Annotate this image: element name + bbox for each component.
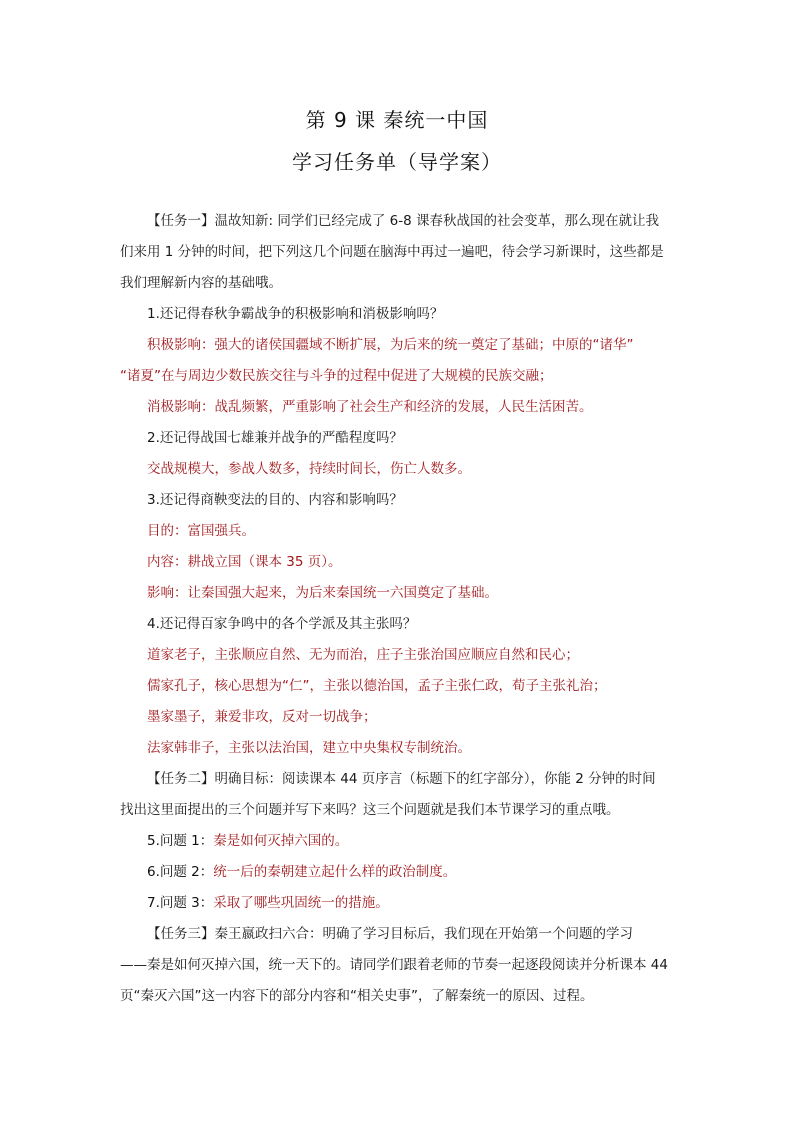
task2-line2: 找出这里面提出的三个问题并写下来吗？这三个问题就是我们本节课学习的重点哦。 bbox=[120, 802, 620, 818]
q3-content-post: 页）。 bbox=[303, 554, 342, 570]
question-answer: 统一后的秦朝建立起什么样的政治制度。 bbox=[213, 864, 457, 880]
question-label: 5.问题 1： bbox=[147, 833, 214, 849]
lesson-title: 第 9 课 秦统一中国 bbox=[305, 108, 489, 132]
q1-positive-line1: 积极影响：强大的诸侯国疆域不断扩展，为后来的统一奠定了基础；中原的“诸华” bbox=[147, 337, 634, 353]
question-label: 7.问题 3： bbox=[147, 895, 214, 911]
task3-line2: ——秦是如何灭掉六国，统一天下的。请同学们跟着老师的节奏一起逐段阅读并分析课本 44 bbox=[120, 957, 668, 973]
question-answer: 秦是如何灭掉六国的。 bbox=[213, 833, 349, 849]
q3-content-pre: 内容：耕战立国（课本 bbox=[147, 554, 287, 570]
worksheet-subtitle: 学习任务单（导学案） bbox=[292, 150, 502, 174]
question-item bbox=[120, 857, 680, 888]
q1-question: 1.还记得春秋争霸战争的积极影响和消极影响吗？ bbox=[147, 306, 444, 322]
q2-question: 2.还记得战国七雄兼并战争的严酷程度吗？ bbox=[147, 430, 403, 446]
q3-question: 3.还记得商鞅变法的目的、内容和影响吗？ bbox=[147, 492, 403, 508]
question-answer: 采取了哪些巩固统一的措施。 bbox=[213, 895, 389, 911]
q4-confucianism: 儒家孔子，核心思想为“仁”，主张以德治国，孟子主张仁政，荀子主张礼治； bbox=[147, 678, 607, 694]
q1-negative: 消极影响：战乱频繁，严重影响了社会生产和经济的发展，人民生活困苦。 bbox=[147, 399, 593, 415]
q3-content bbox=[120, 547, 680, 578]
q4-question: 4.还记得百家争鸣中的各个学派及其主张吗？ bbox=[147, 616, 417, 632]
q3-goal: 目的：富国强兵。 bbox=[147, 523, 255, 539]
q1-positive-line2: “诸夏”在与周边少数民族交往与斗争的过程中促进了大规模的民族交融； bbox=[120, 368, 553, 384]
task1-line2: 们来用 1 分钟的时间，把下列这几个问题在脑海中再过一遍吧，待会学习新课时，这些都是 bbox=[120, 244, 664, 260]
task1-tag: 【任务一】 bbox=[147, 213, 215, 229]
document-body bbox=[120, 206, 680, 1012]
task3-text1: 秦王嬴政扫六合：明确了学习目标后，我们现在开始第一个问题的学习 bbox=[214, 926, 633, 942]
question-item bbox=[120, 888, 680, 919]
q4-daoism: 道家老子，主张顺应自然、无为而治，庄子主张治国应顺应自然和民心； bbox=[147, 647, 579, 663]
task3-line1 bbox=[120, 919, 680, 950]
task1-line3: 我们理解新内容的基础哦。 bbox=[120, 275, 282, 291]
q4-legalism: 法家韩非子，主张以法治国，建立中央集权专制统治。 bbox=[147, 740, 471, 756]
q3-effect: 影响：让秦国强大起来，为后来秦国统一六国奠定了基础。 bbox=[147, 585, 498, 601]
task2-tag: 【任务二】 bbox=[147, 771, 215, 787]
question-item bbox=[120, 826, 680, 857]
q4-mohism: 墨家墨子，兼爱非攻，反对一切战争； bbox=[147, 709, 377, 725]
task1-line1 bbox=[120, 206, 680, 237]
q3-content-page: 35 bbox=[286, 554, 304, 570]
task2-text1: 明确目标：阅读课本 44 页序言（标题下的红字部分），你能 2 分钟的时间 bbox=[214, 771, 656, 787]
task3-tag: 【任务三】 bbox=[147, 926, 215, 942]
question-label: 6.问题 2： bbox=[147, 864, 214, 880]
task2-line1 bbox=[120, 764, 680, 795]
task3-line3: 页“秦灭六国”这一内容下的部分内容和“相关史事”，了解秦统一的原因、过程。 bbox=[120, 988, 594, 1004]
q2-answer: 交战规模大，参战人数多，持续时间长，伤亡人数多。 bbox=[147, 461, 471, 477]
task1-text1: 温故知新: 同学们已经完成了 6-8 课春秋战国的社会变革，那么现在就让我 bbox=[214, 213, 659, 229]
